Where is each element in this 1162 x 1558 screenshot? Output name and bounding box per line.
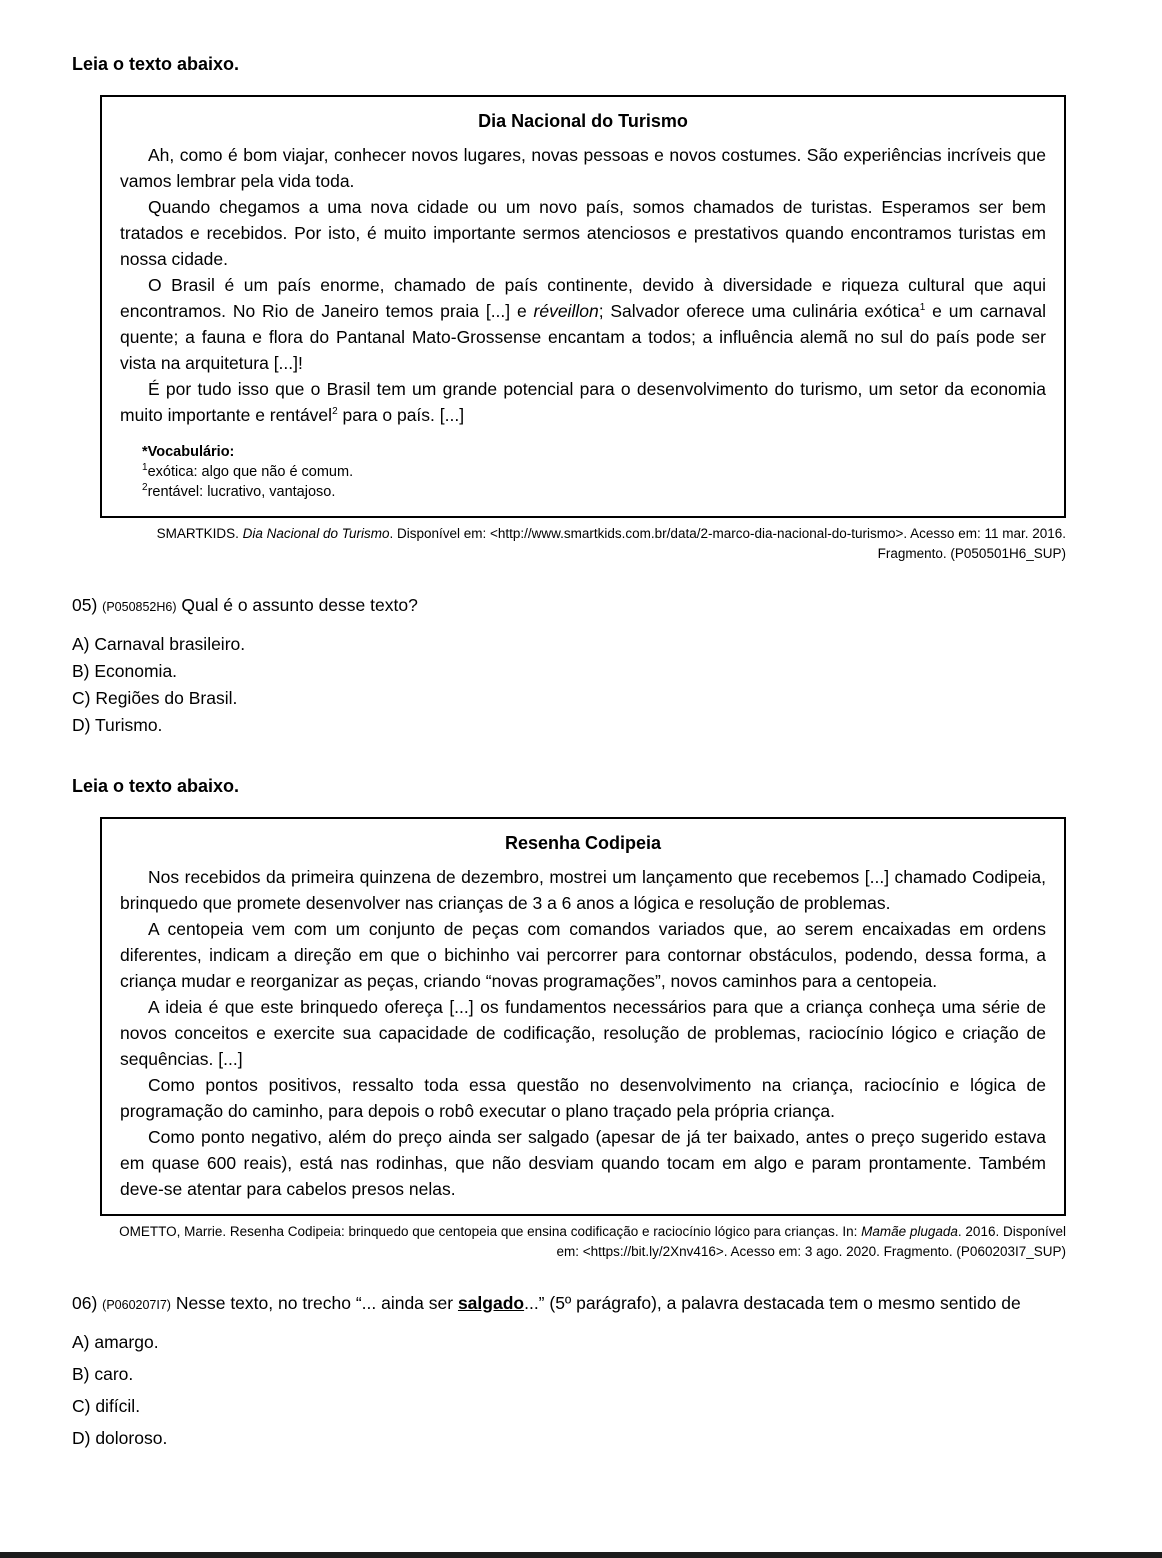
question-06-option-c: C) difícil. (72, 1396, 141, 1416)
vocabulary-item-1 (142, 462, 1046, 482)
text-segment: para o país. [...] (337, 405, 465, 425)
text2-citation (100, 1222, 1066, 1262)
question-code: (P050852H6) (102, 600, 177, 614)
text-segment: SMARTKIDS. (156, 526, 243, 541)
italic-term-reveillon: réveillon (533, 301, 599, 321)
text2-title: Resenha Codipeia (504, 833, 662, 853)
page-bottom-edge (0, 1552, 1162, 1558)
question-05-option-b: B) Economia. (72, 661, 178, 681)
question-06-options (72, 1332, 1090, 1449)
question-06-stem (72, 1290, 1090, 1318)
vocabulary-item-2 (142, 482, 1046, 502)
text1-paragraph-4 (120, 376, 1046, 428)
question-number: 06) (72, 1293, 98, 1313)
footnote-ref-2: 2 (332, 406, 338, 418)
instruction-heading-2: Leia o texto abaixo. (72, 776, 240, 796)
text1-title: Dia Nacional do Turismo (478, 111, 688, 131)
instruction-heading-1: Leia o texto abaixo. (72, 54, 240, 74)
text2-paragraph-3: A ideia é que este brinquedo ofereça [...] os fundamentos necessários para que a criança conheça uma série de novos conceitos e exercite sua capacidade de codificação, resolução de problemas, raciocínio lógico e criação de sequências. [...] (120, 997, 1046, 1069)
footnote-marker-1: 1 (142, 462, 148, 474)
text1-paragraph-3 (120, 272, 1046, 376)
question-code: (P060207I7) (102, 1298, 171, 1312)
question-05-option-d: D) Turismo. (72, 715, 163, 735)
highlighted-word-salgado: salgado (457, 1293, 525, 1313)
text-segment: e um carnaval quente; a fauna e flora do Pantanal Mato-Grossense encantam a todos; a influência alemã no sul do país pode ser vista na arquitetura [...]! (120, 301, 1046, 373)
footnote-ref-1: 1 (919, 302, 926, 314)
text1-paragraph-2: Quando chegamos a uma nova cidade ou um novo país, somos chamados de turistas. Esperamos ser bem tratados e recebidos. Por isto, é muito importante sermos atenciosos e prestativos quando encontramos turistas em nossa cidade. (120, 197, 1046, 269)
question-06 (72, 1290, 1090, 1449)
question-number: 05) (72, 595, 98, 615)
question-06-option-a: A) amargo. (72, 1332, 159, 1352)
text2-paragraph-1: Nos recebidos da primeira quinzena de dezembro, mostrei um lançamento que recebemos [...] chamado Codipeia, brinquedo que promete desenvolver nas crianças de 3 a 6 anos a lógica e resolução de problemas. (120, 867, 1046, 913)
text-segment: . 2016. Disponível em: <https://bit.ly/2Xnv416>. Acesso em: 3 ago. 2020. Fragmento. (P060203I7_SUP) (556, 1224, 1066, 1259)
text2-paragraph-4: Como pontos positivos, ressalto toda essa questão no desenvolvimento na criança, raciocínio e lógica de programação do caminho, para depois o robô executar o plano traçado pela própria criança. (120, 1075, 1046, 1121)
text-segment: . Disponível em: <http://www.smartkids.com.br/data/2-marco-dia-nacional-do-turismo>. Acesso em: 11 mar. 2016. Fragmento. (P050501H6_SUP) (389, 526, 1066, 561)
question-05-stem (72, 592, 1090, 620)
text-segment: É por tudo isso que o Brasil tem um grande potencial para o desenvolvimento do turismo, um setor da economia muito importante e rentável (120, 379, 1046, 425)
vocabulary-label: *Vocabulário: (142, 444, 235, 460)
question-text: Qual é o assunto desse texto? (181, 595, 418, 615)
text-box-resenha-codipeia (100, 817, 1066, 1216)
question-05 (72, 592, 1090, 736)
citation-title-italic: Mamãe plugada (861, 1224, 958, 1239)
question-05-option-c: C) Regiões do Brasil. (72, 688, 238, 708)
text1-citation (100, 524, 1066, 564)
text2-paragraph-2: A centopeia vem com um conjunto de peças com comandos variados que, ao serem encaixadas em ordens diferentes, indicam a direção em que o bichinho vai percorrer para contornar obstáculos, podendo, dessa forma, a criança mudar e reorganizar as peças, criando “novas programações”, novos caminhos para a centopeia. (120, 919, 1046, 991)
text-segment: OMETTO, Marrie. Resenha Codipeia: brinquedo que centopeia que ensina codificação e raciocínio lógico para crianças. In: (119, 1224, 862, 1239)
text-box-dia-nacional-do-turismo (100, 95, 1066, 518)
text-segment: O Brasil é um país enorme, chamado de país continente, devido à diversidade e riqueza cultural que aqui encontramos. No Rio de Janeiro temos praia [...] e (120, 275, 1046, 321)
question-text: Nesse texto, no trecho “... ainda ser (175, 1293, 458, 1313)
question-05-options (72, 634, 1090, 736)
text-segment: rentável: lucrativo, vantajoso. (147, 484, 336, 500)
question-text: ...” (5º parágrafo), a palavra destacada tem o mesmo sentido de (524, 1293, 1021, 1313)
text2-paragraph-5: Como ponto negativo, além do preço ainda ser salgado (apesar de já ter baixado, antes o preço sugerido estava em quase 600 reais), está nas rodinhas, que não desviam quando tocam em algo e param prontamente. Também deve-se atentar para cabelos presos nelas. (120, 1127, 1046, 1199)
text1-paragraph-1: Ah, como é bom viajar, conhecer novos lugares, novas pessoas e novos costumes. São experiências incríveis que vamos lembrar pela vida toda. (120, 145, 1046, 191)
text-segment: exótica: algo que não é comum. (147, 464, 354, 480)
citation-title-italic: Dia Nacional do Turismo (242, 526, 390, 541)
text1-vocabulary (142, 444, 1046, 502)
question-05-option-a: A) Carnaval brasileiro. (72, 634, 246, 654)
text-segment: ; Salvador oferece uma culinária exótica (598, 301, 920, 321)
footnote-marker-2: 2 (142, 482, 148, 494)
question-06-option-b: B) caro. (72, 1364, 134, 1384)
question-06-option-d: D) doloroso. (72, 1428, 168, 1448)
